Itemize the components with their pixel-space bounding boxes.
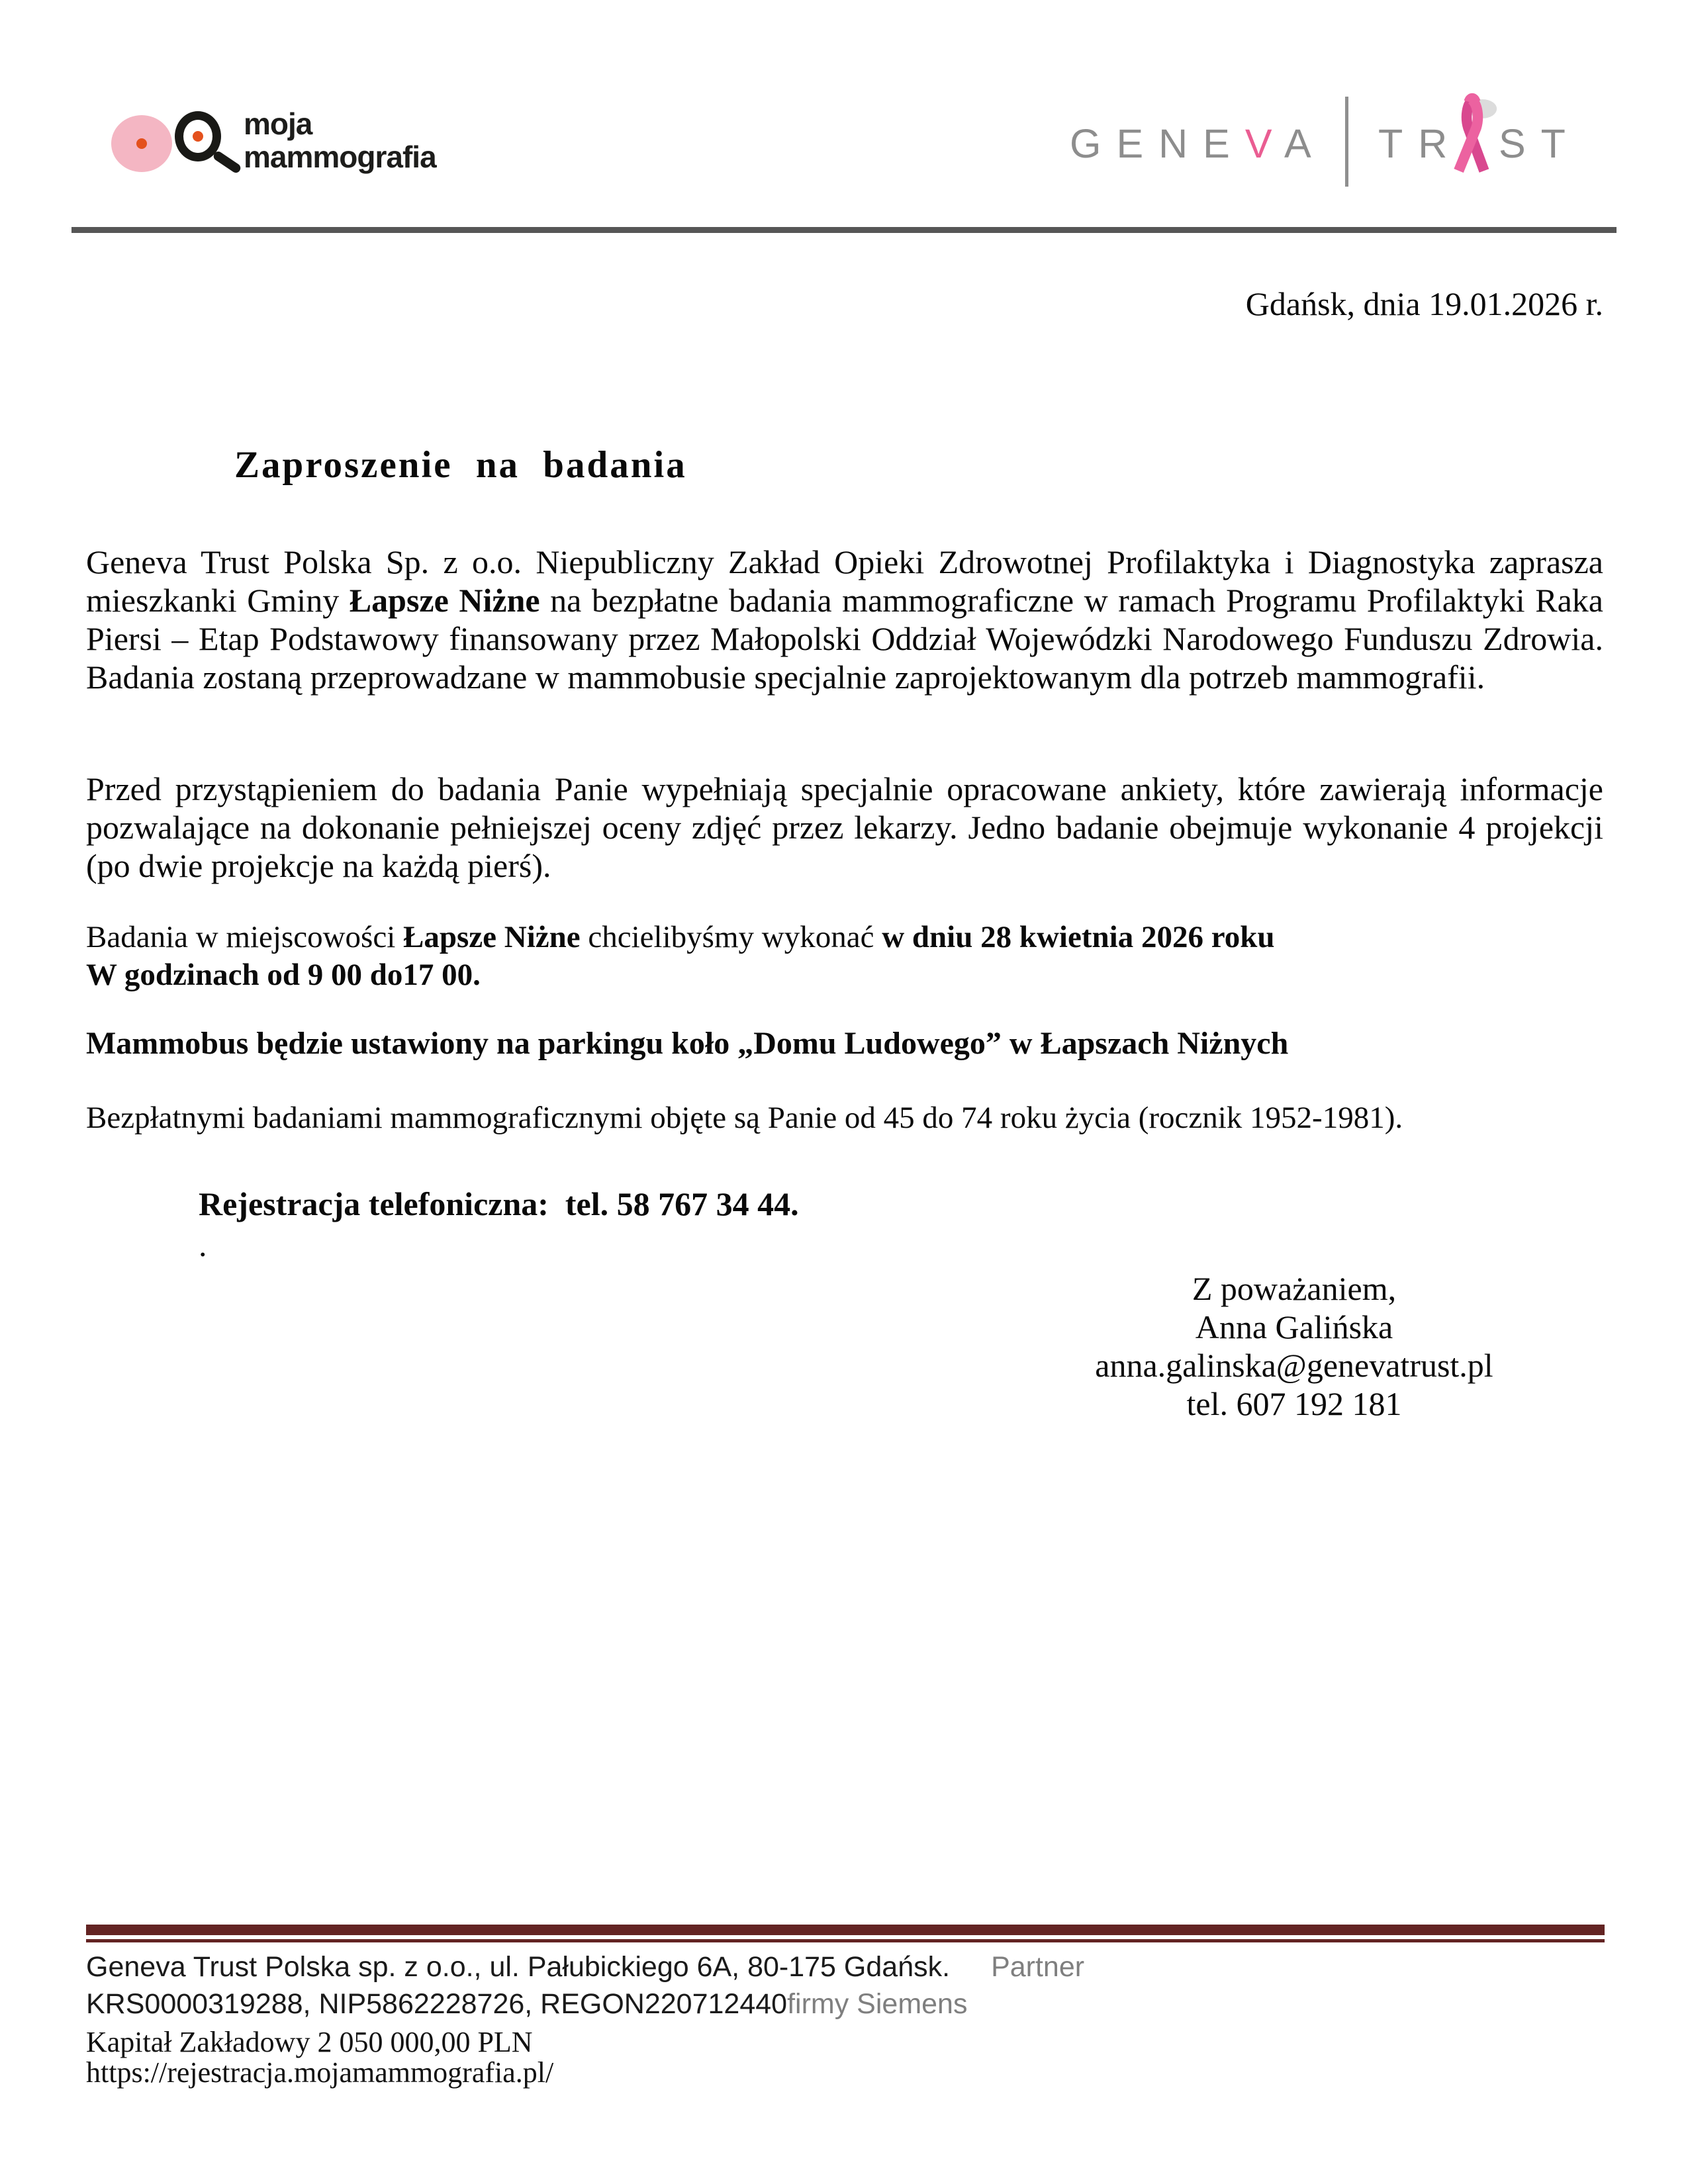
footer-partner-label: Partner [991, 1951, 1085, 1983]
footer-capital-line: Kapitał Zakładowy 2 050 000,00 PLN [86, 2026, 533, 2058]
geneva-text: GENE [1070, 121, 1245, 166]
signature-block [966, 1269, 1622, 1423]
stray-period: . [199, 1226, 207, 1263]
geneva-trust-logo [1070, 86, 1586, 199]
moja-logo-line1: moja [244, 107, 312, 141]
header-divider-rule [71, 227, 1617, 233]
paragraph-mammobus-location: Mammobus będzie ustawiony na parkingu koło „Domu Ludowego” w Łapszach Niżnych [86, 1026, 1289, 1061]
moja-mammografia-logo [106, 106, 477, 192]
date-line: Gdańsk, dnia 19.01.2026 r. [1245, 285, 1603, 322]
footer-rule-thick [86, 1925, 1605, 1935]
paragraph-eligibility: Bezpłatnymi badaniami mammograficznymi objęte są Panie od 45 do 74 roku życia (rocznik 1952-1981). [86, 1101, 1403, 1135]
paragraph-exam-hours: W godzinach od 9 00 do17 00. [86, 958, 481, 992]
pink-ribbon-icon [1444, 91, 1500, 179]
footer-partner-company: firmy Siemens [787, 1988, 968, 2020]
footer-rule-thin [86, 1939, 1605, 1942]
signature-closing: Z poważaniem, [1192, 1270, 1397, 1307]
orange-dot-icon [193, 131, 203, 142]
paragraph-intro: Geneva Trust Polska Sp. z o.o. Niepubliczny Zakład Opieki Zdrowotnej Profilaktyka i Diagnostyka zaprasza mieszkanki Gminy Łapsze Niżne na bezpłatne badania mammograficzne w ramach Programu Profilaktyki Raka Piersi – Etap Podstawowy finansowany przez Małopolski Oddział Wojewódzki Narodowego Funduszu Zdrowia. Badania zostaną przeprowadzane w mammobusie specjalnie zaprojektowanym dla potrzeb mammografii. [86, 543, 1603, 696]
orange-dot-icon [136, 138, 147, 149]
page-title: Zaproszenie na badania [234, 444, 687, 486]
signature-phone: tel. 607 192 181 [1186, 1385, 1402, 1422]
moja-logo-text [244, 107, 436, 173]
trust-text-tr: TR [1378, 121, 1463, 166]
footer-address: Geneva Trust Polska sp. z o.o., ul. Pałubickiego 6A, 80-175 Gdańsk. [86, 1951, 951, 1983]
footer-address-line [86, 1951, 1084, 1983]
geneva-text-end: A [1284, 121, 1327, 166]
logo-divider-bar [1345, 97, 1348, 187]
signature-name: Anna Galińska [1195, 1308, 1393, 1345]
moja-logo-line2: mammografia [244, 140, 436, 174]
footer-url-line: https://rejestracja.mojamammografia.pl/ [86, 2056, 554, 2089]
paragraph-exam-date: Badania w miejscowości Łapsze Niżne chcielibyśmy wykonać w dniu 28 kwietnia 2026 roku [86, 920, 1275, 954]
magnifier-handle-icon [212, 150, 242, 174]
geneva-pink-v: V [1244, 121, 1285, 166]
signature-email: anna.galinska@genevatrust.pl [1095, 1347, 1493, 1384]
geneva-wordmark [1070, 120, 1327, 167]
paragraph-survey: Przed przystąpieniem do badania Panie wypełniają specjalnie opracowane ankiety, które zawierają informacje pozwalające na dokonanie pełniejszej oceny zdjęć przez lekarzy. Jedno badanie obejmuje wykonanie 4 projekcji (po dwie projekcje na każdą pierś). [86, 770, 1603, 884]
phone-registration-line: Rejestracja telefoniczna: tel. 58 767 34 44. [199, 1185, 799, 1222]
trust-text-st: ST [1499, 121, 1581, 166]
footer-registry-numbers: KRS0000319288, NIP5862228726, REGON220712440 [86, 1988, 788, 2020]
footer-registry-line [86, 1988, 967, 2021]
